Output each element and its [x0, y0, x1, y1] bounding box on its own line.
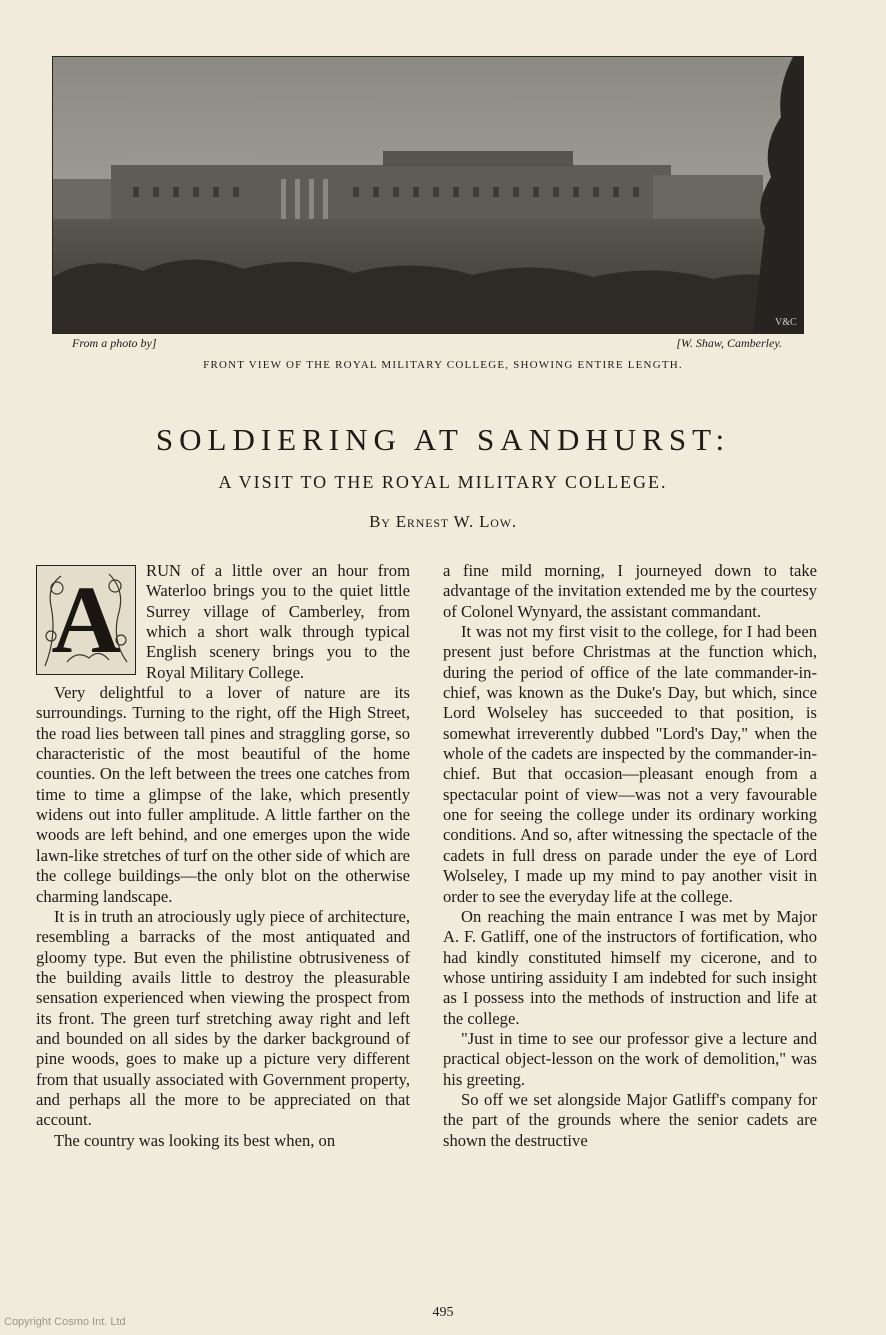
paragraph: "Just in time to see our professor give a lecture and practical object-lesson on the work of demolition," was his greeting.: [443, 1028, 817, 1089]
right-wing-building: [653, 175, 763, 221]
photo-credit-left: From a photo by]: [72, 336, 157, 350]
copyright-watermark: Copyright Cosmo Int. Ltd: [4, 1316, 126, 1328]
left-column: [36, 561, 410, 1151]
engraver-mark: V&C: [775, 317, 797, 328]
paragraph: RUN of a little over an hour from Waterloo brings you to the quiet little Surrey village of Camberley, from which a short walk through typical English scenery brings you to the Royal Military College.: [146, 561, 410, 682]
paragraph: It was not my first visit to the college, for I had been present just before Christmas at the function which, during the period of office of the late commander-in-chief, was known as the Duke's Day, but which, since Lord Wolseley has succeeded to that position, is somewhat irreverently dubbed "Lord's Day," when the whole of the cadets are inspected by the commander-in-chief. But that occasion—pleasant enough from a spectacular point of view—was not a very favourable one for seeing the college under its ordinary working conditions. And so, after witnessing the spectacle of the cadets in full dress on parade under the eye of Lord Wolseley, I made up my mind to pay another visit in order to see the everyday life at the college.: [443, 622, 817, 906]
article-title: SOLDIERING AT SANDHURST:: [155, 422, 731, 457]
article-subtitle: A VISIT TO THE ROYAL MILITARY COLLEGE.: [218, 472, 668, 492]
paragraph: On reaching the main entrance I was met by Major A. F. Gatliff, one of the instructors of fortification, who had kindly constituted himself my cicerone, and to whose untiring assiduity I am indebted for such insight as I possess into the methods of instruction and life at the college.: [443, 906, 817, 1028]
paragraph: The country was looking its best when, on: [54, 1130, 336, 1150]
right-column: [443, 561, 817, 1151]
paragraph: a fine mild morning, I journeyed down to take advantage of the invitation extended me by the courtesy of Colonel Wynyard, the assistant commandant.: [443, 561, 817, 621]
paragraph: So off we set alongside Major Gatliff's company for the part of the grounds where the senior cadets are shown the destructive: [443, 1089, 817, 1150]
drop-cap: [36, 565, 136, 675]
article-byline: By Ernest W. Low.: [369, 512, 517, 531]
paragraph: It is in truth an atrociously ugly piece of architecture, resembling a barracks of the most antiquated and gloomy type. But even the philistine obtrusiveness of the building avails little to destroy the pleasurable sensation experienced when viewing the prospect from its front. The green turf stretching away right and left and bounded on all sides by the darker background of pine woods, goes to make up a picture very different from that usually associated with Government property, and perhaps all the more to be appreciated on that account.: [36, 906, 410, 1130]
photo-credit-right: [W. Shaw, Camberley.: [676, 336, 782, 350]
college-photo-illustration: [53, 57, 803, 333]
paragraph: Very delightful to a lover of nature are its surroundings. Turning to the right, off the High Street, the road lies between tall pines and straggling gorse, so characteristic of the most beautiful of the home counties. On the left between the trees one catches from time to time a glimpse of the lake, which presently widens out into fuller amplitude. A little farther on the woods are left behind, and one emerges upon the wide lawn-like stretches of turf on the other side of which are the college buildings—the only blot on the otherwise charming landscape.: [36, 683, 410, 906]
drop-cap-letter: A: [51, 566, 121, 673]
left-wing-building: [53, 179, 113, 219]
college-photograph: [52, 56, 804, 334]
photo-caption: FRONT VIEW OF THE ROYAL MILITARY COLLEGE, SHOWING ENTIRE LENGTH.: [203, 359, 683, 371]
page-number: 495: [432, 1305, 454, 1320]
